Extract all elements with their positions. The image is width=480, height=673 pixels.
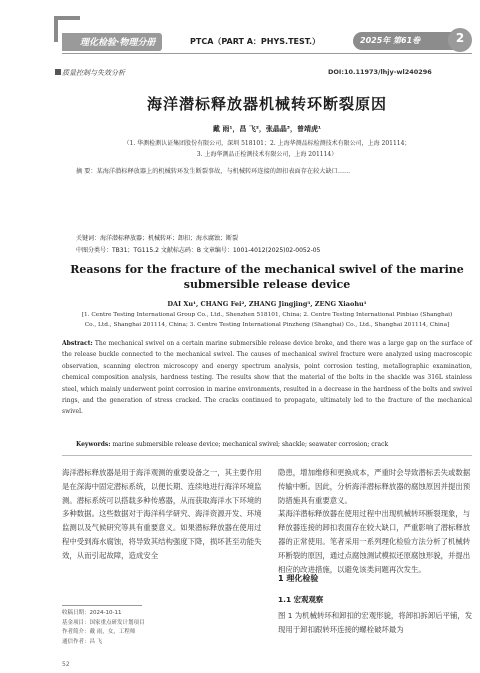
keywords-en xyxy=(76,441,472,448)
issue-number: 2 xyxy=(455,31,465,45)
footnote-author-bio: 作者简介：戴 雨，女，工程师 xyxy=(62,629,136,636)
journal-brand: 理化检验·物理分册 xyxy=(80,38,156,48)
title-en: Reasons for the fracture of the mechanical swivel of the marine submersible release device xyxy=(70,263,464,291)
header-divider xyxy=(62,53,472,54)
abstract-divider xyxy=(62,455,472,456)
keywords-en-label: Keywords: xyxy=(76,441,111,448)
footnote xyxy=(62,609,262,647)
section-1-1-body: 图 1 为机械转环和卸扣的宏观形貌，将卸扣拆卸后平铺，发现用于卸扣跟转环连接的螺栓破坏最为 xyxy=(278,611,473,634)
classification-zh: 中图分类号：TB31；TG115.2 文献标志码：B 文章编号：1001-4012(2025)02-0052-05 xyxy=(76,247,321,254)
abstract-zh: 摘 要：某海洋潜标释放器上的机械转环发生断裂事故，与机械转环连接的卸扣表面存在较大缺口…… xyxy=(76,168,351,175)
title-zh: 海洋潜标释放器机械转环断裂原因 xyxy=(146,95,387,113)
abstract-en-text: The mechanical swivel on a certain marine submersible release device broke, and there was a large gap on the surface of the release buckle connected to the mechanical swivel. The causes of mechanical swivel fracture were analyzed using macroscopic observation, scanning electron microscopy and energy spectrum analysis, point corrosion testing, metallographic examination, chemical composition analysis, hardness testing. The results show that the material of the bolts in the shackle was 316L stainless steel, which mainly underwent point corrosion in marine environments, resulted in a decrease in the hardness of the bolts and swivel rings, and the generation of stress cracked. The cracks continued to propagate, ultimately led to the fracture of the mechanical swivel. xyxy=(62,340,472,416)
footnote-divider xyxy=(62,605,142,606)
footnote-corresponding: 通信作者：昌 飞 xyxy=(62,638,103,645)
keywords-zh: 关键词：海洋潜标释放器；机械转环；卸扣；海水腐蚀；断裂 xyxy=(76,235,239,242)
footnote-received: 收稿日期：2024-10-11 xyxy=(62,610,122,616)
issue-label: 2025年 第61卷 xyxy=(360,36,421,45)
section-heading-1: 1 理化检验 xyxy=(278,574,319,583)
section-heading-1-1: 1.1 宏观观察 xyxy=(278,595,324,604)
doi: DOI:10.11973/lhjy-wl240296 xyxy=(328,68,432,76)
column-tag: 质量控制与失效分析 xyxy=(62,69,125,77)
page-number: 52 xyxy=(62,661,70,668)
abstract-en xyxy=(62,338,472,418)
column-square-icon xyxy=(55,69,61,75)
footnote-funding: 基金项目：国家重点研发计划项目 xyxy=(62,619,145,626)
affiliation-zh-line-1: （1. 华测检测认证集团股份有限公司，深圳 518101；2. 上海华测品标检测技术有限公司，上海 201114； xyxy=(123,140,411,147)
affiliation-zh-line-2: 3. 上海华测品正检测技术有限公司，上海 201114） xyxy=(196,151,338,158)
body-left-column: 海洋潜标释放器是用于海洋观测的重要设备之一，其主要作用是在深海中固定潜标系统，以便长期、连续地进行海洋环境监测。潜标系统可以搭载多种传感器，从而获取海洋水下环境的多种数据。这些数据对于海洋科学研究、海洋资源开发、环境监测以及气候研究等具有重要意义。如果潜标释放器在使用过程中受到海水腐蚀，将导致其结构强度下降，损坏甚至功能失效，从而引起故障，造成安全 xyxy=(62,468,262,560)
affiliation-en-line-1: [1. Centre Testing International Group Co., Ltd., Shenzhen 518101, China; 2. Centre Testing International Pinbiao (Shanghai) xyxy=(81,312,453,318)
abstract-en-label: Abstract: xyxy=(62,340,93,347)
journal-name: PTCA（PART A：PHYS.TEST.） xyxy=(190,37,321,46)
authors-zh: 戴 雨¹，昌 飞²，张晶晶³，曾靖虎¹ xyxy=(212,125,322,133)
keywords-en-text: marine submersible release device; mechanical swivel; shackle; seawater corrosion; crack xyxy=(112,441,389,448)
authors-en: DAI Xu¹, CHANG Fei², ZHANG Jingjing³, ZENG Xiaohu¹ xyxy=(167,300,367,308)
body-right-column: 隐患，增加维修和更换成本，严重时会导致潜标丢失或数据传输中断。因此，分析海洋潜标释放器的腐蚀原因并提出预防措施具有重要意义。 某海洋潜标释放器在使用过程中出现机械转环断裂现象，与释放器连接的卸扣表面存在较大缺口，严重影响了潜标释放器的正常使用。笔者采用一系列理化检验方法分析了机械转环断裂的原因，通过点腐蚀测试模拟还原腐蚀形貌，并提出相应的改进措施，以避免该类问题再次发生。 xyxy=(278,468,471,574)
affiliation-en-line-2: Co., Ltd., Shanghai 201114, China; 3. Centre Testing International Pinzheng (Shanghai) Co., Ltd., Shanghai 201114, China] xyxy=(84,322,450,328)
